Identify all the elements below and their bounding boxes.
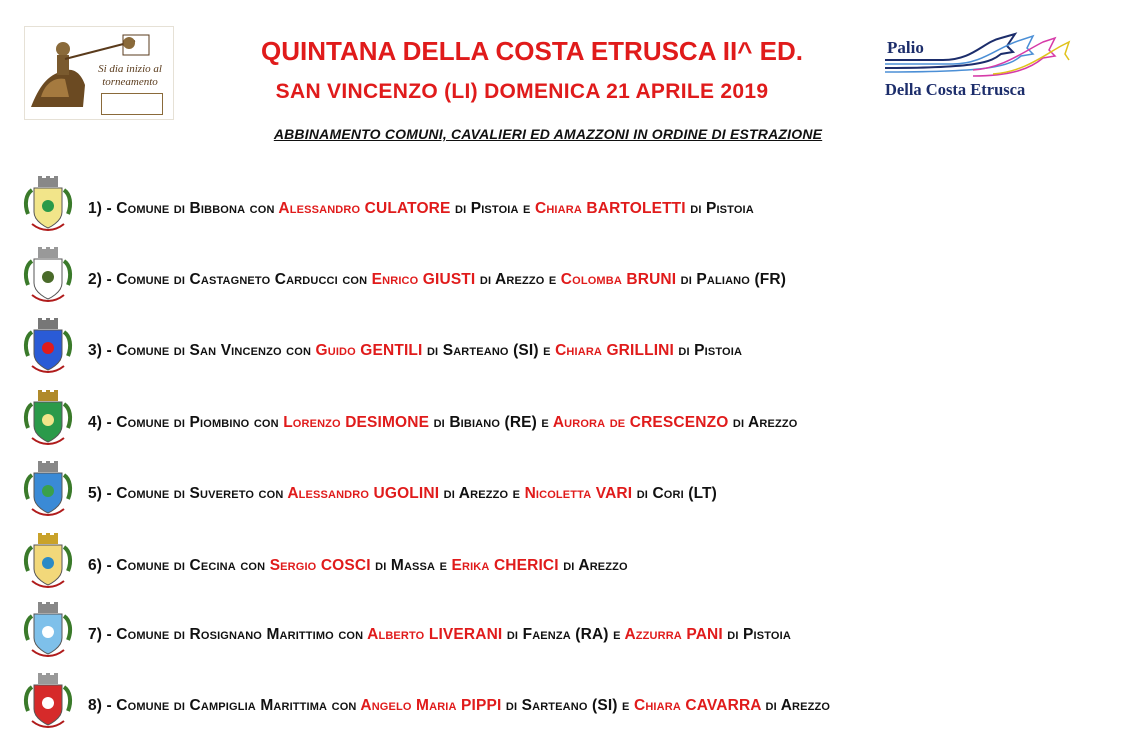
san-vincenzo-crest-icon <box>22 318 74 378</box>
entry-amazzone: Chiara GRILLINI <box>555 342 674 359</box>
entry-amazzone: Chiara BARTOLETTI <box>535 200 686 217</box>
entry-provenienza-amazzone: di Cori (LT) <box>632 485 717 502</box>
entry-comune: 1) - Comune di Bibbona con <box>88 200 279 217</box>
entry-provenienza-amazzone: di Arezzo <box>728 414 798 431</box>
entry-text <box>88 697 830 715</box>
entry-row <box>22 390 1122 450</box>
palio-logo-title: Palio <box>887 38 924 57</box>
cecina-crest-icon <box>22 533 74 593</box>
palio-logo-subtitle: Della Costa Etrusca <box>885 80 1026 99</box>
entry-provenienza-amazzone: di Pistoia <box>685 200 754 217</box>
entry-row <box>22 247 1122 307</box>
entry-cavaliere: Guido GENTILI <box>315 342 423 359</box>
campiglia-crest-icon <box>22 673 74 733</box>
entry-amazzone: Nicoletta VARI <box>524 485 633 502</box>
entry-amazzone: Erika CHERICI <box>451 557 559 574</box>
entry-amazzone: Chiara CAVARRA <box>634 697 762 714</box>
entry-provenienza-amazzone: di Pistoia <box>673 342 743 359</box>
entry-comune: 8) - Comune di Campiglia Marittima con <box>88 697 361 714</box>
entry-provenienza-cavaliere: di Arezzo e <box>475 271 561 288</box>
bibbona-crest-icon <box>22 176 74 236</box>
entry-text <box>88 557 628 575</box>
entry-cavaliere: Alessandro CULATORE <box>278 200 451 217</box>
entry-provenienza-cavaliere: di Sarteano (SI) e <box>501 697 634 714</box>
entry-provenienza-amazzone: di Arezzo <box>761 697 831 714</box>
entry-cavaliere: Lorenzo DESIMONE <box>283 414 430 431</box>
entry-text <box>88 271 786 289</box>
rosignano-crest-icon <box>22 602 74 662</box>
entry-comune: 3) - Comune di San Vincenzo con <box>88 342 316 359</box>
entry-row <box>22 533 1122 593</box>
entry-text <box>88 414 797 432</box>
entry-row <box>22 602 1122 662</box>
entry-cavaliere: Alessandro UGOLINI <box>287 485 440 502</box>
entry-provenienza-amazzone: di Arezzo <box>558 557 628 574</box>
entry-provenienza-cavaliere: di Faenza (RA) e <box>502 626 625 643</box>
entry-comune: 2) - Comune di Castagneto Carducci con <box>88 271 372 288</box>
entry-text <box>88 200 754 218</box>
entry-provenienza-cavaliere: di Arezzo e <box>439 485 525 502</box>
entry-provenienza-cavaliere: di Sarteano (SI) e <box>422 342 556 359</box>
entry-amazzone: Aurora de CRESCENZO <box>552 414 729 431</box>
palio-logo <box>883 32 1073 102</box>
entry-row <box>22 461 1122 521</box>
entry-provenienza-cavaliere: di Pistoia e <box>450 200 535 217</box>
entry-cavaliere: Enrico GIUSTI <box>371 271 476 288</box>
entry-amazzone: Azzurra PANI <box>624 626 723 643</box>
entry-row <box>22 176 1122 236</box>
entry-text <box>88 626 791 644</box>
entry-cavaliere: Angelo Maria PIPPI <box>360 697 502 714</box>
entry-row <box>22 318 1122 378</box>
entry-comune: 6) - Comune di Cecina con <box>88 557 270 574</box>
entry-text <box>88 485 717 503</box>
entry-provenienza-amazzone: di Paliano (FR) <box>676 271 787 288</box>
section-heading: ABBINAMENTO COMUNI, CAVALIERI ED AMAZZONI IN ORDINE DI ESTRAZIONE <box>273 126 823 142</box>
page-title: QUINTANA DELLA COSTA ETRUSCA II^ ED. <box>261 36 803 66</box>
entry-cavaliere: Alberto LIVERANI <box>367 626 503 643</box>
piombino-crest-icon <box>22 390 74 450</box>
entry-provenienza-cavaliere: di Bibiano (RE) e <box>429 414 553 431</box>
logo-motto: Si dia inizio al torneamento <box>98 63 162 88</box>
suvereto-crest-icon <box>22 461 74 521</box>
entry-row <box>22 673 1122 733</box>
entry-comune: 5) - Comune di Suvereto con <box>88 485 288 502</box>
entry-comune: 7) - Comune di Rosignano Marittimo con <box>88 626 368 643</box>
page-subtitle-date: SAN VINCENZO (LI) DOMENICA 21 APRILE 2019 <box>275 80 769 103</box>
entry-comune: 4) - Comune di Piombino con <box>88 414 284 431</box>
castagneto-crest-icon <box>22 247 74 307</box>
entry-provenienza-cavaliere: di Massa e <box>370 557 452 574</box>
entry-provenienza-amazzone: di Pistoia <box>722 626 791 643</box>
entry-cavaliere: Sergio COSCI <box>269 557 371 574</box>
entry-text <box>88 342 742 360</box>
entry-amazzone: Colomba BRUNI <box>560 271 677 288</box>
